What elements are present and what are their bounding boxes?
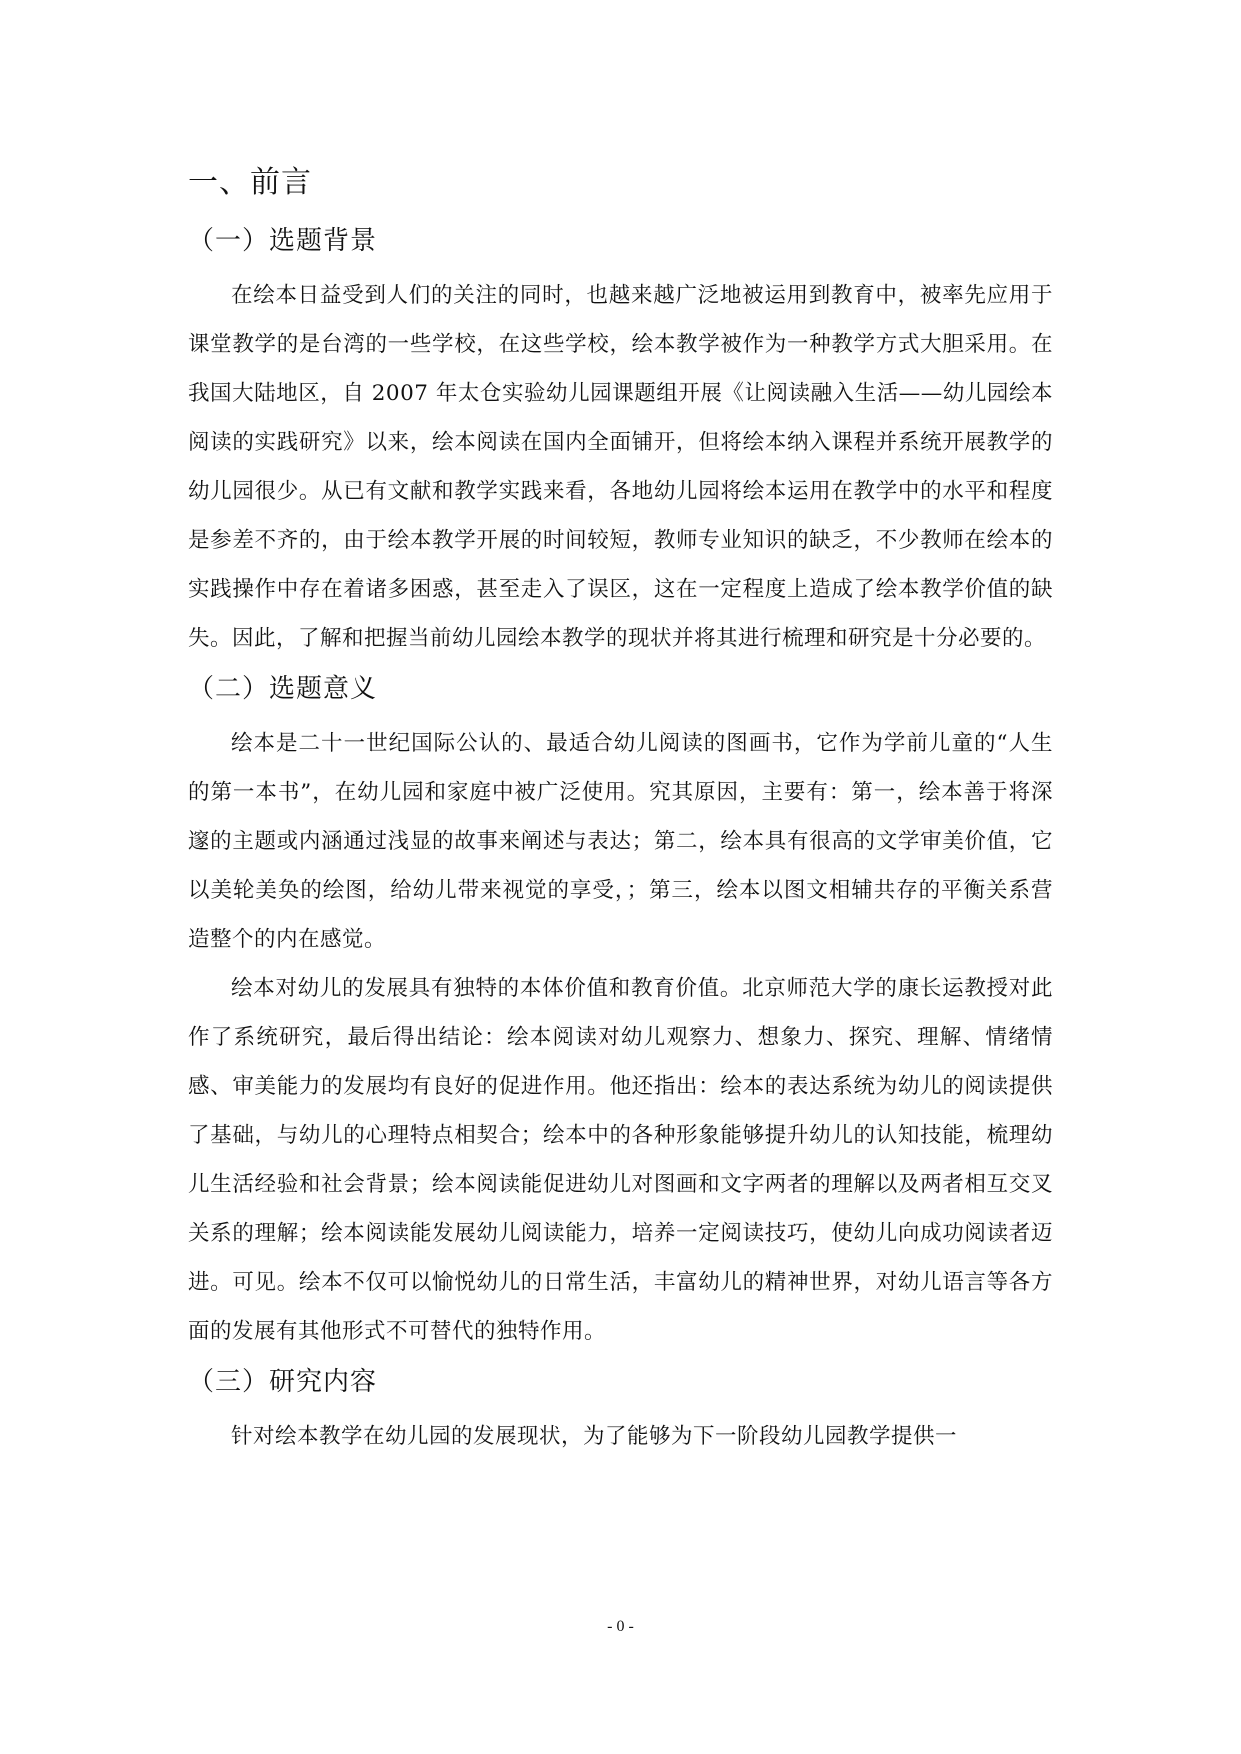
- paragraph-background: 在绘本日益受到人们的关注的同时，也越来越广泛地被运用到教育中，被率先应用于课堂教学的是台湾的一些学校，在这些学校，绘本教学被作为一种教学方式大胆采用。在我国大陆地区，自 2007 年太仓实验幼儿园课题组开展《让阅读融入生活——幼儿园绘本阅读的实践研究》以来，绘本阅读在国内全面铺开，但将绘本纳入课程并系统开展教学的幼儿园很少。从已有文献和教学实践来看，各地幼儿园将绘本运用在教学中的水平和程度是参差不齐的，由于绘本教学开展的时间较短，教师专业知识的缺乏，不少教师在绘本的实践操作中存在着诸多困惑，甚至走入了误区，这在一定程度上造成了绘本教学价值的缺失。因此，了解和把握当前幼儿园绘本教学的现状并将其进行梳理和研究是十分必要的。: [188, 283, 1053, 651]
- page-number: - 0 -: [607, 1618, 634, 1635]
- paragraph-research-content: 针对绘本教学在幼儿园的发展现状，为了能够为下一阶段幼儿园教学提供一: [231, 1424, 958, 1449]
- section-heading-research-content: （三）研究内容: [188, 1367, 378, 1397]
- document-body: [188, 163, 1053, 1461]
- chapter-heading: 一、前言: [188, 165, 312, 200]
- paragraph-significance-1: 绘本是二十一世纪国际公认的、最适合幼儿阅读的图画书，它作为学前儿童的“人生的第一本书”，在幼儿园和家庭中被广泛使用。究其原因，主要有：第一，绘本善于将深邃的主题或内涵通过浅显的故事来阐述与表达；第二，绘本具有很高的文学审美价值，它以美轮美奂的绘图，给幼儿带来视觉的享受，；第三，绘本以图文相辅共存的平衡关系营造整个的内在感觉。: [188, 731, 1053, 952]
- section-heading-background: （一）选题背景: [188, 226, 378, 256]
- section-heading-significance: （二）选题意义: [188, 674, 378, 704]
- paragraph-significance-2: 绘本对幼儿的发展具有独特的本体价值和教育价值。北京师范大学的康长运教授对此作了系统研究，最后得出结论：绘本阅读对幼儿观察力、想象力、探究、理解、情绪情感、审美能力的发展均有良好的促进作用。他还指出：绘本的表达系统为幼儿的阅读提供了基础，与幼儿的心理特点相契合；绘本中的各种形象能够提升幼儿的认知技能，梳理幼儿生活经验和社会背景；绘本阅读能促进幼儿对图画和文字两者的理解以及两者相互交叉关系的理解；绘本阅读能发展幼儿阅读能力，培养一定阅读技巧，使幼儿向成功阅读者迈进。可见。绘本不仅可以愉悦幼儿的日常生活，丰富幼儿的精神世界，对幼儿语言等各方面的发展有其他形式不可替代的独特作用。: [188, 976, 1053, 1344]
